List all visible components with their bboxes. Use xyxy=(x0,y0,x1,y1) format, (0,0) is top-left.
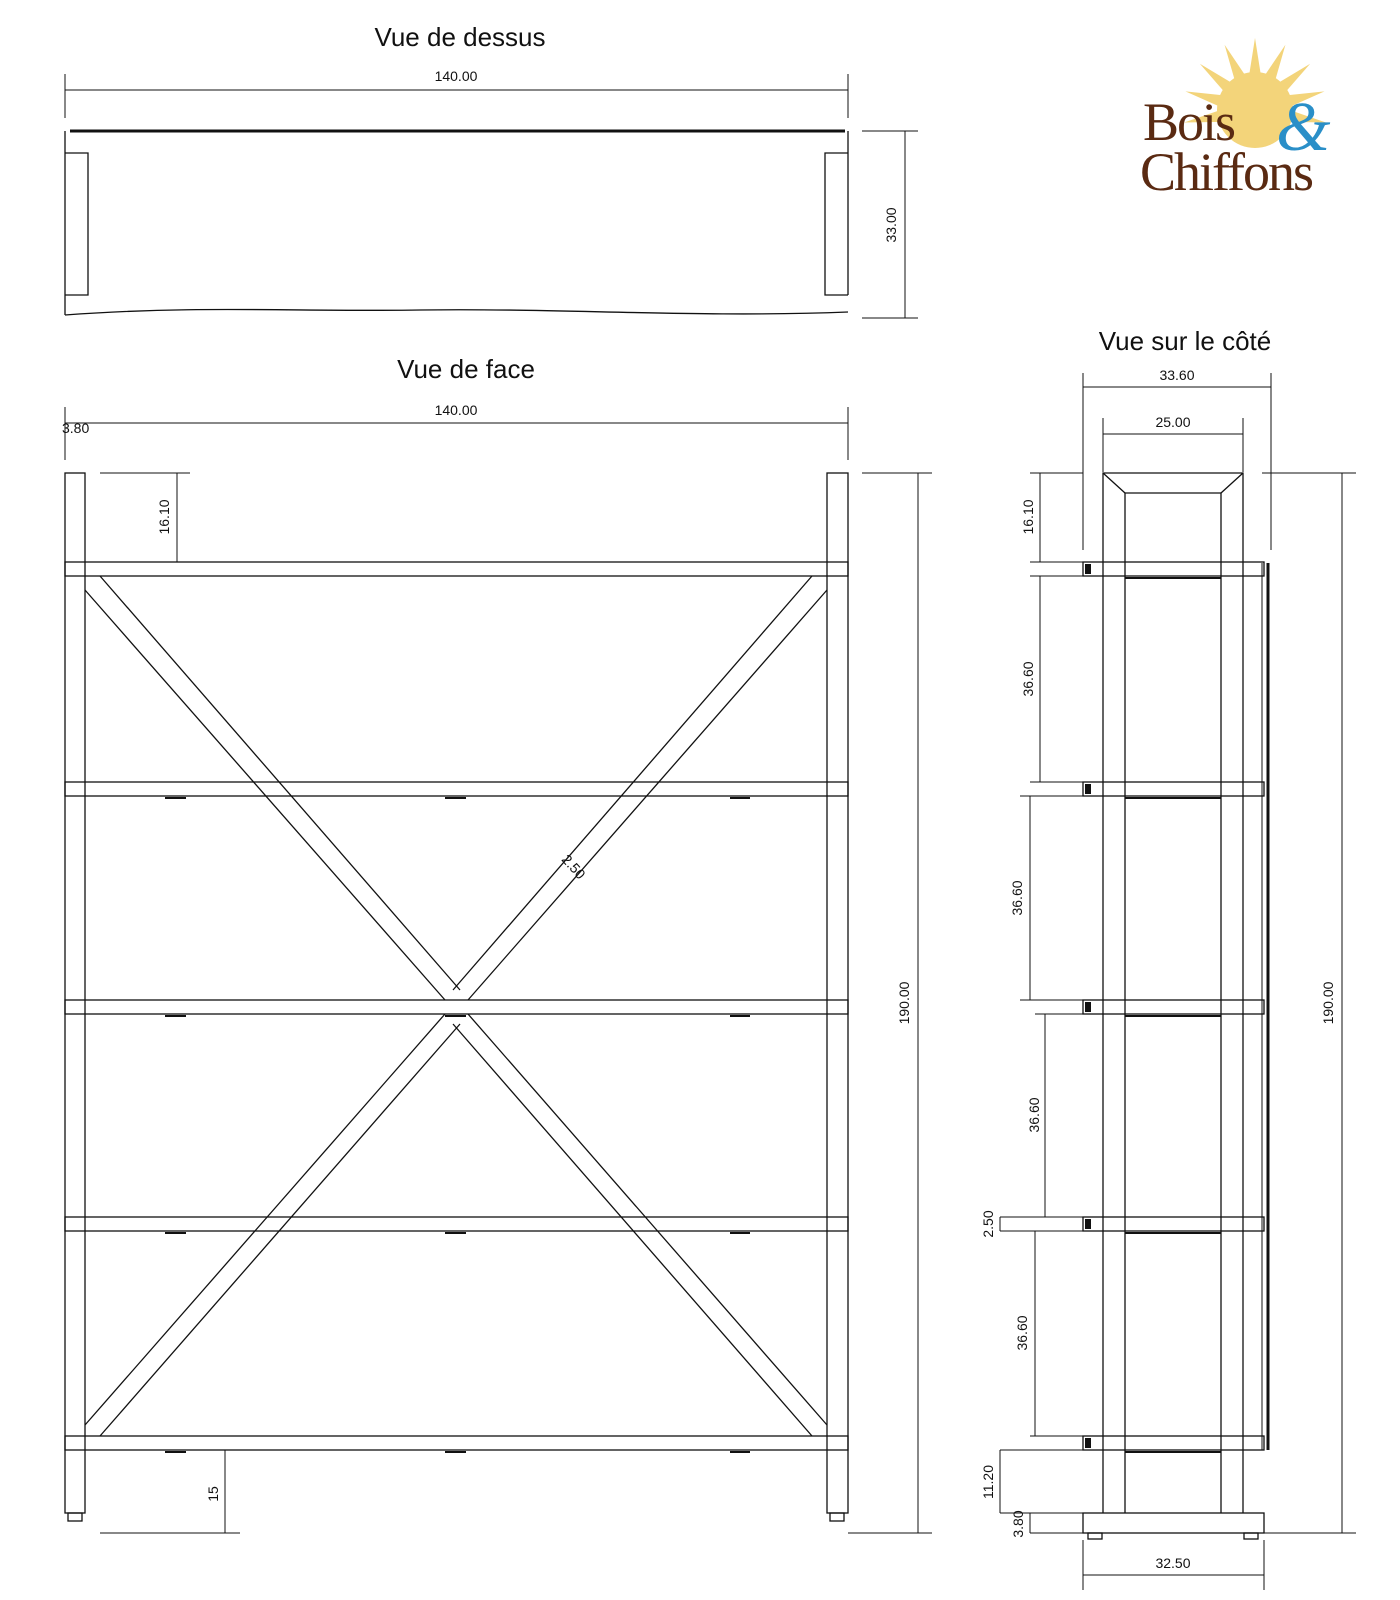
front-post-label: 3.80 xyxy=(62,420,90,436)
top-depth-label: 33.00 xyxy=(883,207,899,243)
side-spacing-4-label: 36.60 xyxy=(1014,1315,1030,1351)
brand-logo xyxy=(1140,38,1331,202)
top-view-title: Vue de dessus xyxy=(374,22,546,52)
front-view xyxy=(62,354,932,1533)
side-shelves xyxy=(1083,562,1264,1452)
front-foot-label: 15 xyxy=(205,1486,221,1502)
side-height-label: 190.00 xyxy=(1320,981,1336,1025)
side-outer-label: 33.60 xyxy=(1159,367,1195,383)
logo-line2: Chiffons xyxy=(1140,142,1313,202)
front-height-label: 190.00 xyxy=(896,981,912,1025)
side-spacing-1-label: 36.60 xyxy=(1020,661,1036,697)
logo-line1: Bois xyxy=(1143,92,1235,152)
front-width-label: 140.00 xyxy=(434,402,478,418)
side-spacing-2-label: 36.60 xyxy=(1009,880,1025,916)
side-inner-label: 25.00 xyxy=(1155,414,1191,430)
logo-ampersand: & xyxy=(1276,89,1331,166)
side-bottomgap-label: 11.20 xyxy=(980,1465,996,1499)
side-spacing-3-label: 36.60 xyxy=(1026,1097,1042,1133)
front-topgap-label: 16.10 xyxy=(156,499,172,535)
top-view xyxy=(65,22,918,318)
side-basewidth-label: 32.50 xyxy=(1155,1555,1191,1571)
side-shelf-label: 2.50 xyxy=(980,1210,996,1238)
side-view-title: Vue sur le côté xyxy=(1098,326,1272,356)
side-view xyxy=(980,326,1356,1590)
front-view-title: Vue de face xyxy=(397,354,535,384)
side-base-label: 3.80 xyxy=(1010,1510,1026,1538)
top-width-label: 140.00 xyxy=(434,68,478,84)
side-topgap-label: 16.10 xyxy=(1020,499,1036,535)
front-brace-label: 2.50 xyxy=(558,851,589,883)
